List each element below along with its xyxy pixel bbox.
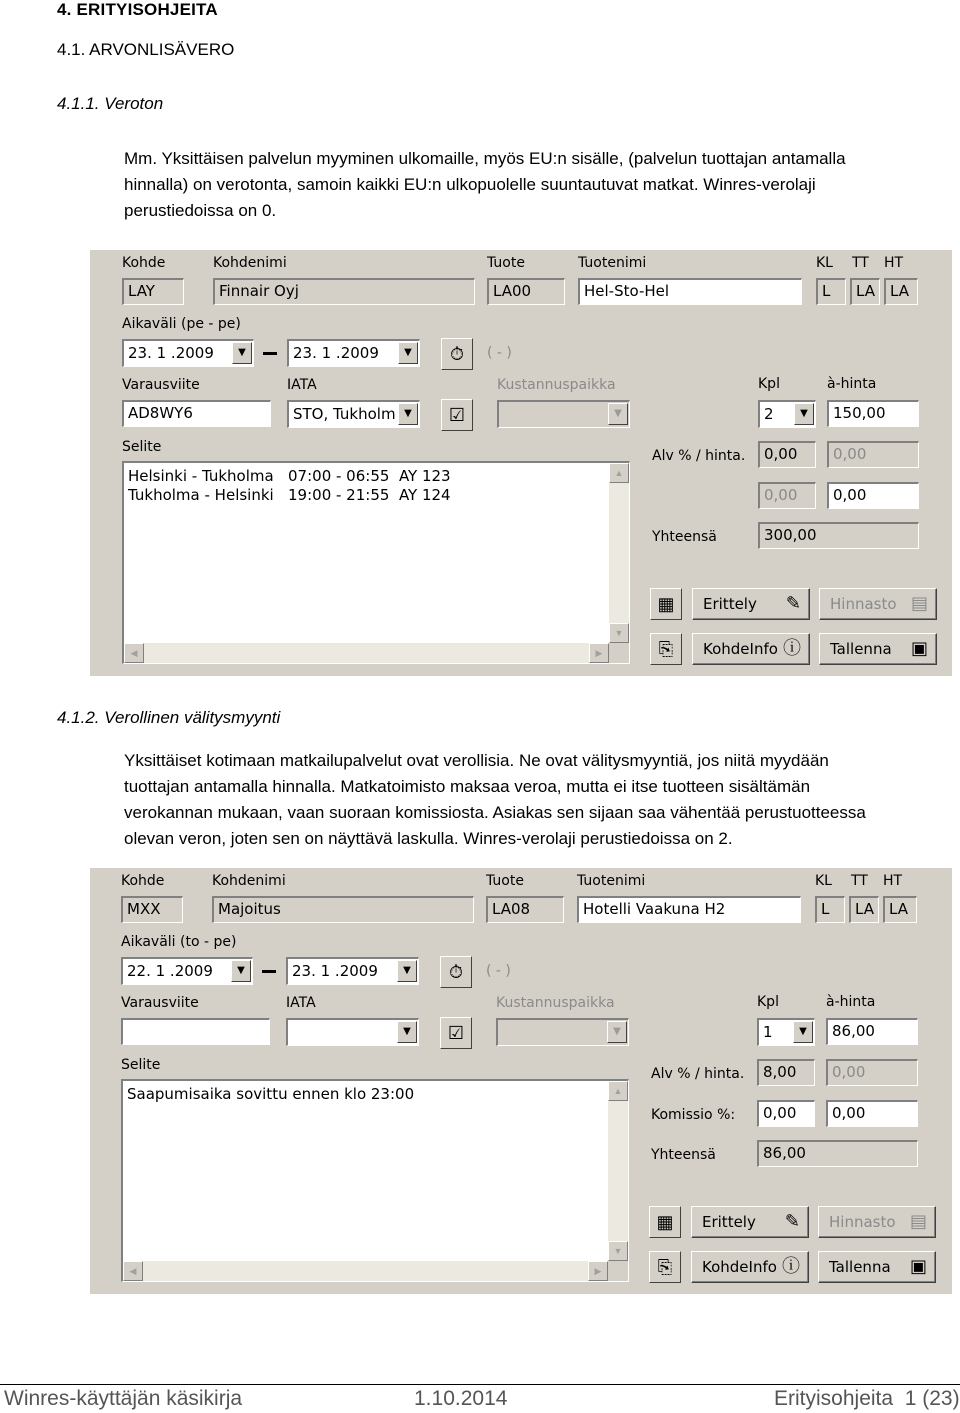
scroll-down-icon[interactable]: ▼ [608, 1241, 628, 1261]
varausviite-label: Varausviite [122, 377, 200, 393]
yhteensa-field[interactable]: 300,00 [758, 522, 919, 549]
kustannuspaikka-label: Kustannuspaikka [496, 995, 615, 1011]
paragraph-line: tuottajan antamalla hinnalla. Matkatoimisto maksaa veroa, mutta ei itse tuotteen sisältämän [124, 777, 811, 796]
yhteensa-field[interactable]: 86,00 [757, 1140, 918, 1167]
scroll-up-icon[interactable]: ▲ [608, 1081, 628, 1101]
date-to-value: 23. 1 .2009 [293, 344, 379, 362]
chapter-heading: 4. ERITYISOHJEITA [57, 0, 218, 19]
vertical-scrollbar[interactable] [609, 463, 629, 643]
date-to-value: 23. 1 .2009 [292, 962, 378, 980]
scroll-up-icon[interactable]: ▲ [609, 463, 629, 483]
chevron-down-icon[interactable]: ▼ [398, 403, 418, 425]
price-grid-icon: ▤ [909, 1211, 927, 1232]
ht-field[interactable]: LA [883, 896, 917, 923]
tuotenimi-field[interactable]: Hotelli Vaakuna H2 [577, 896, 801, 923]
komissio-value-field[interactable]: 0,00 [826, 1100, 918, 1127]
kustannuspaikka-select[interactable] [497, 400, 630, 428]
range-hint-label: ( - ) [487, 345, 512, 361]
alv-label: Alv % / hinta. [652, 448, 746, 464]
ht-label: HT [883, 873, 903, 889]
kustannuspaikka-label: Kustannuspaikka [497, 377, 616, 393]
tallenna-label: Tallenna [830, 640, 892, 658]
kohdenimi-field[interactable]: Majoitus [212, 896, 474, 923]
footer-manual-title: Winres-käyttäjän käsikirja [4, 1387, 243, 1410]
range-dash [262, 970, 276, 973]
varausviite-field[interactable] [121, 1018, 270, 1045]
product-form-verollinen [90, 868, 952, 1294]
hinnasto-label: Hinnasto [830, 595, 897, 613]
selite-text: Saapumisaika sovittu ennen klo 23:00 [127, 1085, 415, 1103]
product-form-veroton [90, 250, 952, 676]
date-from-value: 22. 1 .2009 [127, 962, 213, 980]
stopwatch-icon[interactable]: ⏱ [441, 338, 473, 370]
info-icon: ⓘ [783, 638, 801, 659]
alv-price-field[interactable]: 0,00 [827, 441, 919, 468]
range-hint-label: ( - ) [486, 963, 511, 979]
tt-field[interactable]: LA [850, 278, 880, 305]
erittely-button[interactable] [691, 1206, 809, 1238]
scroll-down-icon[interactable]: ▼ [609, 623, 629, 643]
kl-field[interactable]: L [816, 278, 846, 305]
calendar-check-icon[interactable]: ☑ [440, 1017, 472, 1049]
alv-price-field[interactable]: 0,00 [826, 1059, 918, 1086]
kohde-field[interactable]: LAY [122, 278, 184, 305]
horizontal-scrollbar[interactable] [123, 1261, 608, 1281]
paragraph-verollinen [124, 748, 954, 852]
ahinta-field[interactable]: 150,00 [827, 400, 919, 427]
chevron-down-icon[interactable]: ▼ [397, 1021, 417, 1043]
kohdenimi-label: Kohdenimi [212, 873, 286, 889]
hinnasto-button[interactable] [818, 1206, 936, 1238]
document-edit-icon: ✎ [784, 1211, 800, 1232]
date-to-picker[interactable] [286, 957, 419, 985]
row3-b-field[interactable]: 0,00 [827, 482, 919, 509]
stopwatch-icon[interactable]: ⏱ [440, 956, 472, 988]
date-to-picker[interactable] [287, 339, 420, 367]
tuote-field[interactable]: LA00 [487, 278, 565, 305]
tallenna-button[interactable] [818, 1251, 936, 1283]
alv-label: Alv % / hinta. [651, 1066, 745, 1082]
scroll-right-icon[interactable]: ▶ [588, 1261, 608, 1281]
aikavali-label: Aikaväli (to - pe) [121, 934, 237, 950]
ahinta-label: à-hinta [826, 994, 876, 1010]
yhteensa-label: Yhteensä [652, 529, 717, 545]
selite-textarea[interactable] [121, 1079, 629, 1282]
komissio-pct-field[interactable]: 0,00 [757, 1100, 815, 1127]
horizontal-scrollbar[interactable] [124, 643, 609, 663]
paragraph-line: perustiedoissa on 0. [124, 201, 277, 220]
kohde-field[interactable]: MXX [121, 896, 183, 923]
kohdeinfo-button[interactable] [691, 1251, 809, 1283]
calendar-check-icon[interactable]: ☑ [441, 399, 473, 431]
copy-document-icon[interactable]: ⎘ [649, 1251, 681, 1283]
iata-select[interactable] [287, 400, 420, 428]
iata-label: IATA [286, 995, 316, 1011]
iata-select[interactable] [286, 1018, 419, 1046]
erittely-label: Erittely [703, 595, 757, 613]
kl-field[interactable]: L [815, 896, 845, 923]
kpl-value: 1 [763, 1023, 773, 1041]
varausviite-label: Varausviite [121, 995, 199, 1011]
selite-textarea[interactable] [122, 461, 630, 664]
footer-page: Erityisohjeita 1 (23) [774, 1387, 960, 1410]
chevron-down-icon[interactable]: ▼ [608, 403, 628, 425]
date-from-picker[interactable] [121, 957, 253, 985]
paragraph-line: Yksittäiset kotimaan matkailupalvelut ovat verollisia. Ne ovat välitysmyyntiä, jos niitä myydään [124, 751, 829, 770]
erittely-button[interactable] [692, 588, 810, 620]
calculator-icon[interactable]: ▦ [649, 1206, 681, 1238]
vertical-scrollbar[interactable] [608, 1081, 628, 1261]
scroll-corner [608, 1261, 628, 1281]
copy-document-icon[interactable]: ⎘ [650, 633, 682, 665]
footer-date: 1.10.2014 [414, 1387, 508, 1410]
tuote-label: Tuote [486, 873, 524, 889]
erittely-label: Erittely [702, 1213, 756, 1231]
alv-pct-field[interactable]: 8,00 [757, 1059, 815, 1086]
ahinta-field[interactable]: 86,00 [826, 1018, 918, 1045]
range-dash [263, 352, 277, 355]
kohdeinfo-label: KohdeInfo [702, 1258, 777, 1276]
paragraph-veroton [124, 146, 954, 224]
tt-label: TT [851, 873, 868, 889]
iata-label: IATA [287, 377, 317, 393]
selite-label: Selite [121, 1057, 161, 1073]
kohdenimi-field[interactable]: Finnair Oyj [213, 278, 475, 305]
ht-field[interactable]: LA [884, 278, 918, 305]
ahinta-label: à-hinta [827, 376, 877, 392]
subsection-heading-verollinen: 4.1.2. Verollinen välitysmyynti [57, 708, 281, 727]
hinnasto-label: Hinnasto [829, 1213, 896, 1231]
chevron-down-icon[interactable]: ▼ [793, 1021, 813, 1043]
tuotenimi-label: Tuotenimi [578, 255, 647, 271]
price-grid-icon: ▤ [910, 593, 928, 614]
scroll-right-icon[interactable]: ▶ [589, 643, 609, 663]
kpl-select[interactable] [757, 1018, 815, 1046]
paragraph-line: verokannan mukaan, vaan suoraan komissiosta. Asiakas sen sijaan saa vähentää perustuotteessa [124, 803, 866, 822]
footer-divider [0, 1384, 960, 1385]
tt-label: TT [852, 255, 869, 271]
kpl-label: Kpl [758, 376, 780, 392]
kpl-select[interactable] [758, 400, 816, 428]
section-heading: 4.1. ARVONLISÄVERO [57, 40, 235, 59]
scroll-corner [609, 643, 629, 663]
kpl-value: 2 [764, 405, 774, 423]
kl-label: KL [815, 873, 832, 889]
tuotenimi-label: Tuotenimi [577, 873, 646, 889]
document-edit-icon: ✎ [785, 593, 801, 614]
chevron-down-icon[interactable]: ▼ [232, 342, 252, 364]
kustannuspaikka-select[interactable] [496, 1018, 629, 1046]
paragraph-line: Mm. Yksittäisen palvelun myyminen ulkomaille, myös EU:n sisälle, (palvelun tuottajan antamalla [124, 149, 846, 168]
kohde-label: Kohde [121, 873, 165, 889]
kohdeinfo-button[interactable] [692, 633, 810, 665]
kohdeinfo-label: KohdeInfo [703, 640, 778, 658]
info-icon: ⓘ [782, 1256, 800, 1277]
save-disk-icon: ▣ [909, 1256, 927, 1277]
kl-label: KL [816, 255, 833, 271]
tuote-label: Tuote [487, 255, 525, 271]
row3-a-field[interactable]: 0,00 [758, 482, 816, 509]
tallenna-button[interactable] [819, 633, 937, 665]
varausviite-field[interactable]: AD8WY6 [122, 400, 271, 427]
tt-field[interactable]: LA [849, 896, 879, 923]
chevron-down-icon[interactable]: ▼ [607, 1021, 627, 1043]
chevron-down-icon[interactable]: ▼ [231, 960, 251, 982]
aikavali-label: Aikaväli (pe - pe) [122, 316, 241, 332]
date-from-picker[interactable] [122, 339, 254, 367]
paragraph-line: hinnalla) on verotonta, samoin kaikki EU:n ulkopuolelle suuntautuvat matkat. Winres-verolaji [124, 175, 816, 194]
tuote-field[interactable]: LA08 [486, 896, 564, 923]
calculator-icon[interactable]: ▦ [650, 588, 682, 620]
iata-value: STO, Tukholm [293, 405, 396, 423]
kohde-label: Kohde [122, 255, 166, 271]
yhteensa-label: Yhteensä [651, 1147, 716, 1163]
kpl-label: Kpl [757, 994, 779, 1010]
hinnasto-button[interactable] [819, 588, 937, 620]
tallenna-label: Tallenna [829, 1258, 891, 1276]
paragraph-line: olevan veron, joten sen on näyttävä laskulla. Winres-verolaji perustiedoissa on 2. [124, 829, 733, 848]
selite-label: Selite [122, 439, 162, 455]
komissio-label: Komissio %: [651, 1107, 736, 1123]
scroll-left-icon[interactable]: ◀ [123, 1261, 143, 1281]
chevron-down-icon[interactable]: ▼ [398, 342, 418, 364]
chevron-down-icon[interactable]: ▼ [794, 403, 814, 425]
kohdenimi-label: Kohdenimi [213, 255, 287, 271]
alv-pct-field[interactable]: 0,00 [758, 441, 816, 468]
date-from-value: 23. 1 .2009 [128, 344, 214, 362]
save-disk-icon: ▣ [910, 638, 928, 659]
scroll-left-icon[interactable]: ◀ [124, 643, 144, 663]
chevron-down-icon[interactable]: ▼ [397, 960, 417, 982]
tuotenimi-field[interactable]: Hel-Sto-Hel [578, 278, 802, 305]
ht-label: HT [884, 255, 904, 271]
subsection-heading-veroton: 4.1.1. Veroton [57, 94, 164, 113]
selite-text: Helsinki - Tukholma 07:00 - 06:55 AY 123 Tukholma - Helsinki 19:00 - 21:55 AY 124 [128, 467, 451, 504]
